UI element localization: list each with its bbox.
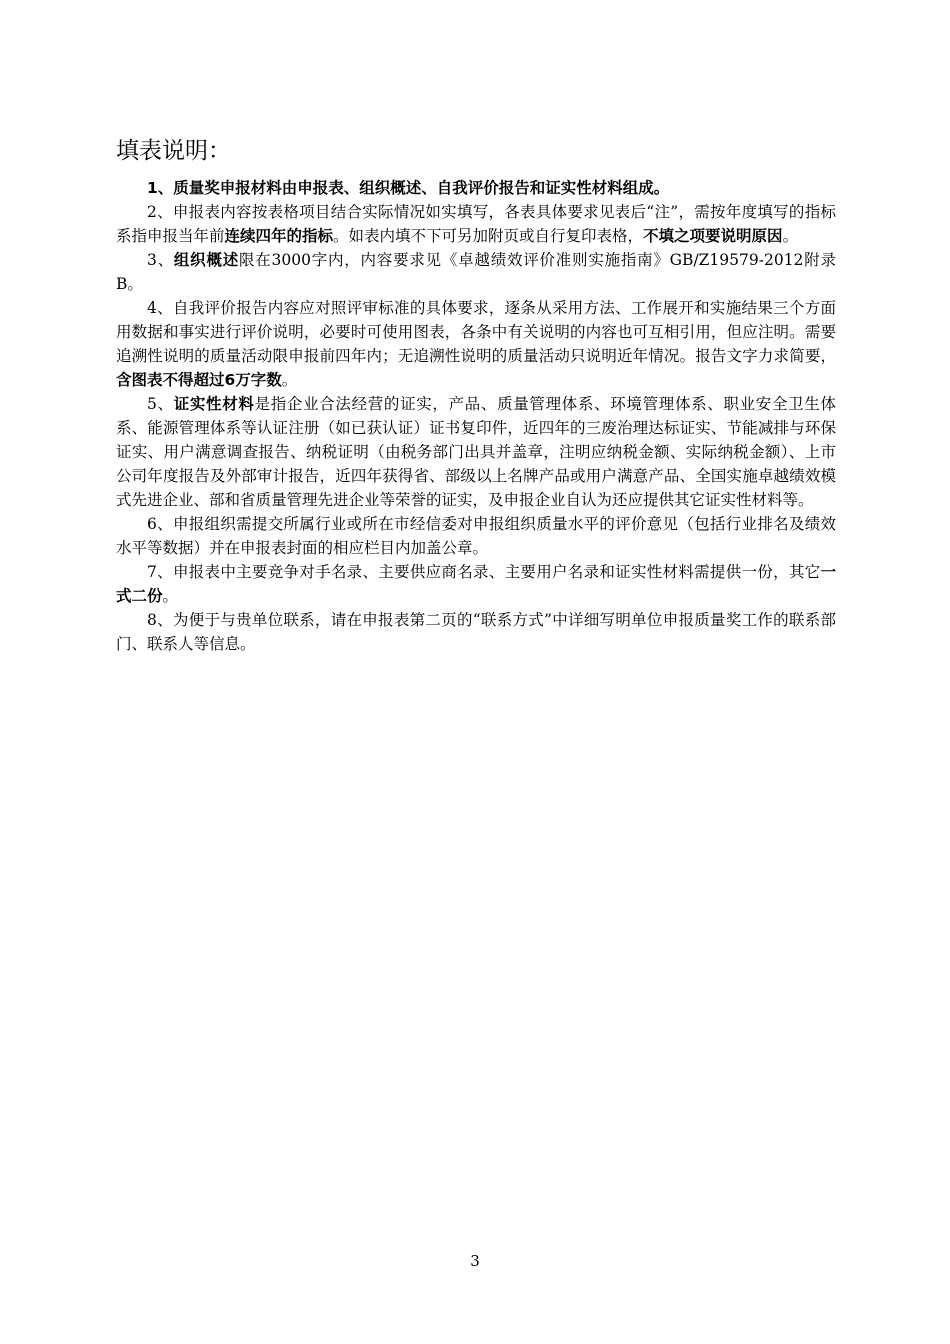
item-5-text-a: 5、 [147, 395, 174, 413]
item-2-emphasis-a: 连续四年的指标 [224, 227, 334, 245]
instruction-item-8 [116, 608, 836, 656]
item-4-text-b: 。 [281, 371, 298, 389]
instruction-item-5 [116, 392, 836, 512]
item-3-text-b: 限在3000字内，内容要求见《卓越绩效评价准则实施指南》GB/Z19579-2012附录B。 [116, 251, 836, 293]
instruction-item-2 [116, 200, 836, 248]
instructions-list [116, 176, 836, 656]
page-number: 3 [470, 1252, 480, 1270]
item-7-emphasis: 一式二份 [116, 563, 836, 605]
instruction-item-1 [116, 176, 836, 200]
item-2-text-a: 2、申报表内容按表格项目结合实际情况如实填写，各表具体要求见表后“注”，需按年度填写的指标系指申报当年前 [116, 203, 836, 245]
item-7-text-a: 7、申报表中主要竞争对手名录、主要供应商名录、主要用户名录和证实性材料需提供一份，其它 [147, 563, 821, 581]
page-heading: 填表说明： [116, 138, 231, 164]
item-5-text-b: 是指企业合法经营的证实，产品、质量管理体系、环境管理体系、职业安全卫生体系、能源管理体系等认证注册（如已获认证）证书复印件，近四年的三废治理达标证实、节能减排与环保证实、用户满意调查报告、纳税证明（由税务部门出具并盖章，注明应纳税金额、实际纳税金额）、上市公司年度报告及外部审计报告，近四年获得省、部级以上名牌产品或用户满意产品、全国实施卓越绩效模式先进企业、部和省质量管理先进企业等荣誉的证实，及申报企业自认为还应提供其它证实性材料等。 [116, 395, 836, 509]
instruction-item-7 [116, 560, 836, 608]
item-2-text-b: 。如表内填不下可另加附页或自行复印表格， [333, 227, 644, 245]
item-6-text: 6、申报组织需提交所属行业或所在市经信委对申报组织质量水平的评价意见（包括行业排名及绩效水平等数据）并在申报表封面的相应栏目内加盖公章。 [116, 515, 836, 557]
item-7-text-b: 。 [162, 587, 179, 605]
item-4-emphasis: 含图表不得超过6万字数 [116, 371, 282, 389]
item-1-text: 1、质量奖申报材料由申报表、组织概述、自我评价报告和证实性材料组成。 [147, 179, 670, 197]
instruction-item-6 [116, 512, 836, 560]
item-8-text: 8、为便于与贵单位联系，请在申报表第二页的“联系方式”中详细写明单位申报质量奖工作的联系部门、联系人等信息。 [116, 611, 836, 653]
item-3-emphasis: 组织概述 [173, 251, 239, 269]
item-4-text-a: 4、自我评价报告内容应对照评审标准的具体要求，逐条从采用方法、工作展开和实施结果三个方面用数据和事实进行评价说明，必要时可使用图表，各条中有关说明的内容也可互相引用，但应注明。需要追溯性说明的质量活动限申报前四年内；无追溯性说明的质量活动只说明近年情况。报告文字力求简要， [116, 299, 836, 365]
item-3-text-a: 3、 [147, 251, 174, 269]
item-2-text-c: 。 [782, 227, 799, 245]
item-5-emphasis: 证实性材料 [173, 395, 255, 413]
instruction-item-4 [116, 296, 836, 392]
item-2-emphasis-b: 不填之项要说明原因 [643, 227, 783, 245]
instruction-item-3 [116, 248, 836, 296]
